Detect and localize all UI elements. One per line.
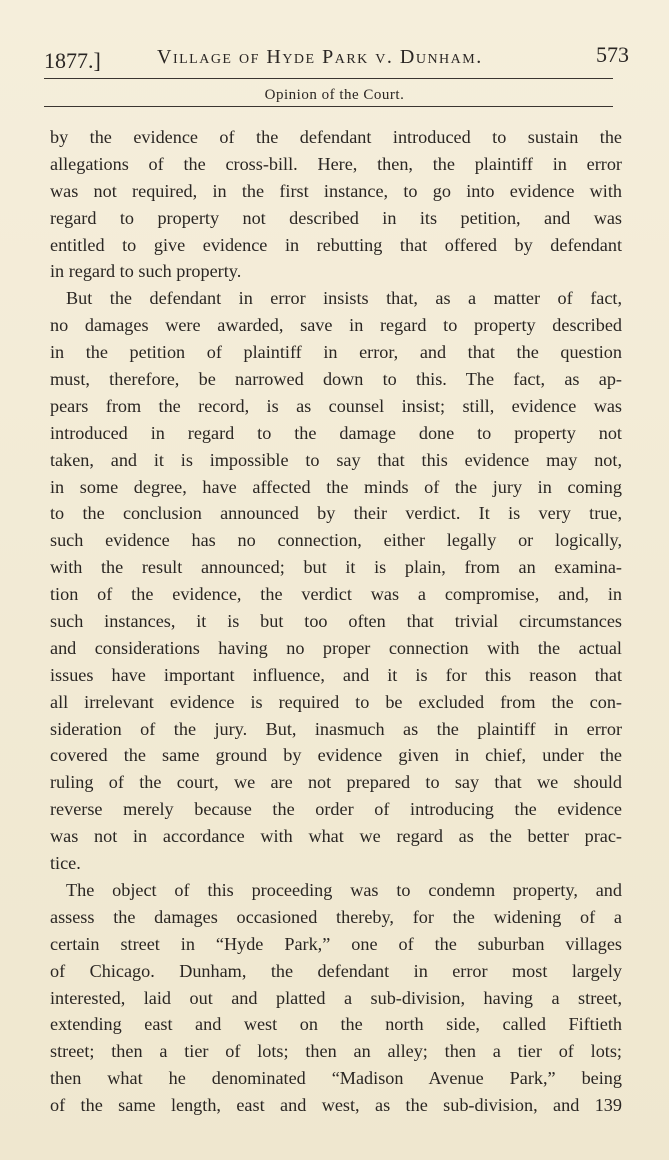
text-line: taken, and it is impossible to say that this evidence may not, (50, 449, 622, 470)
header-rule (44, 78, 613, 79)
text-line: interested, laid out and platted a sub-division, having a street, (50, 987, 622, 1008)
text-line: ruling of the court, we are not prepared to say that we should (50, 772, 622, 793)
text-line: all irrelevant evidence is required to be excluded from the con- (50, 691, 622, 712)
case-title: Village of Hyde Park v. Dunham. (157, 46, 483, 68)
text-line: and considerations having no proper connection with the actual (50, 637, 622, 658)
text-line: in regard to such property. (50, 261, 242, 282)
text-line: was not in accordance with what we regard as the better prac- (50, 826, 622, 847)
text-line: covered the same ground by evidence given in chief, under the (50, 745, 622, 766)
text-line: no damages were awarded, save in regard to property described (50, 315, 622, 336)
text-line: tice. (50, 853, 81, 874)
text-line: such instances, it is but too often that trivial circumstances (50, 611, 622, 632)
text-line: tion of the evidence, the verdict was a compromise, and, in (50, 584, 622, 605)
text-line: reverse merely because the order of introducing the evidence (50, 799, 622, 820)
text-line: to the conclusion announced by their verdict. It is very true, (50, 503, 622, 524)
text-line: entitled to give evidence in rebutting that offered by defendant (50, 234, 622, 255)
text-line: must, therefore, be narrowed down to this. The fact, as ap- (50, 369, 622, 390)
page-number: 573 (596, 42, 629, 67)
text-line: sideration of the jury. But, inasmuch as the plaintiff in error (50, 718, 622, 739)
text-line: introduced in regard to the damage done to property not (50, 422, 622, 443)
text-line: of the same length, east and west, as the sub-division, and 139 (50, 1095, 622, 1116)
text-line: by the evidence of the defendant introduced to sustain the (50, 127, 622, 147)
text-line: The object of this proceeding was to condemn property, and (66, 879, 622, 900)
text-line: allegations of the cross-bill. Here, then, the plaintiff in error (50, 153, 622, 174)
text-line: in some degree, have affected the minds of the jury in coming (50, 476, 622, 497)
opinion-text (50, 124, 622, 1119)
text-line: assess the damages occasioned thereby, for the widening of a (50, 906, 622, 927)
text-line: of Chicago. Dunham, the defendant in error most largely (50, 960, 622, 981)
text-line: street; then a tier of lots; then an alley; then a tier of lots; (50, 1041, 622, 1062)
text-line: But the defendant in error insists that, as a matter of fact, (66, 288, 622, 309)
text-line: regard to property not described in its petition, and was (50, 207, 622, 228)
text-line: certain street in “Hyde Park,” one of the suburban villages (50, 933, 622, 954)
text-line: then what he denominated “Madison Avenue Park,” being (50, 1068, 622, 1089)
text-line: was not required, in the first instance, to go into evidence with (50, 180, 622, 201)
running-head (44, 40, 629, 73)
text-line: extending east and west on the north side, called Fiftieth (50, 1014, 622, 1035)
page-year: 1877.] (44, 48, 101, 73)
section-rule (44, 106, 613, 107)
text-line: such evidence has no connection, either legally or logically, (50, 530, 622, 551)
text-line: in the petition of plaintiff in error, and that the question (50, 342, 622, 363)
text-line: issues have important influence, and it is for this reason that (50, 664, 622, 685)
text-line: with the result announced; but it is plain, from an examina- (50, 557, 622, 578)
text-line: pears from the record, is as counsel insist; still, evidence was (50, 395, 622, 416)
section-heading: Opinion of the Court. (264, 87, 405, 103)
